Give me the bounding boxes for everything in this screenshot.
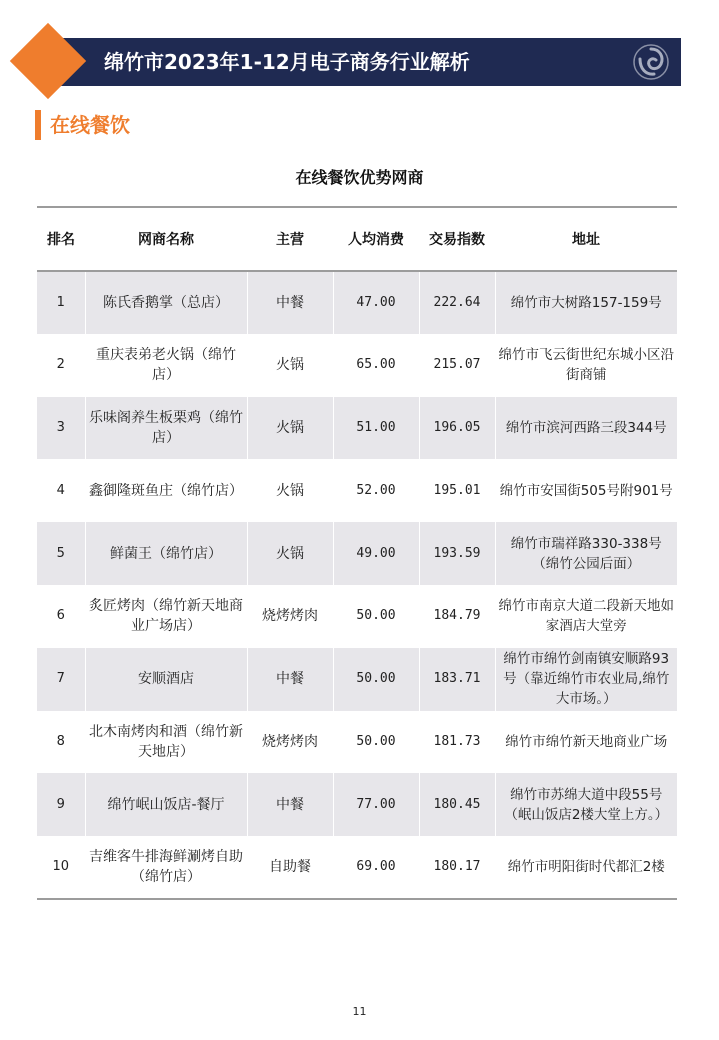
cell-rank: 9: [37, 773, 85, 836]
table-row: [37, 459, 677, 522]
column-header-merchant: 网商名称: [85, 207, 247, 271]
cell-merchant: 陈氏香鹅掌（总店）: [85, 271, 247, 334]
cell-address: 绵竹市飞云街世纪东城小区沿街商铺: [498, 347, 674, 384]
cell-avg-spend: 50.00: [333, 585, 419, 648]
cell-category: 火锅: [247, 334, 333, 397]
cell-merchant: 绵竹岷山饭店-餐厅: [85, 773, 247, 836]
cell-category: 自助餐: [247, 836, 333, 899]
cell-trade-index: 181.73: [419, 711, 495, 774]
cell-category: 火锅: [247, 522, 333, 585]
cell-address: 绵竹市绵竹新天地商业广场: [505, 733, 668, 750]
table-title: 在线餐饮优势网商: [295, 168, 424, 187]
cell-address: 绵竹市安国街505号附901号: [499, 482, 673, 499]
cell-merchant: 炙匠烤肉（绵竹新天地商业广场店）: [85, 585, 247, 648]
cell-rank: 1: [37, 271, 85, 334]
cell-avg-spend: 65.00: [333, 334, 419, 397]
table-header-row: [37, 207, 677, 271]
header-diamond-decoration: [10, 23, 86, 99]
cell-trade-index: 180.45: [419, 773, 495, 836]
cell-address: 绵竹市滨河西路三段344号: [495, 397, 677, 460]
cell-merchant: 重庆表弟老火锅（绵竹店）: [85, 334, 247, 397]
section-heading: 在线餐饮: [50, 113, 130, 137]
cell-trade-index: 183.71: [419, 648, 495, 711]
table-row: [37, 522, 677, 585]
merchant-table: [37, 206, 677, 900]
cell-address: 绵竹市瑞祥路330-338号（绵竹公园后面）: [495, 522, 677, 585]
cell-category: 火锅: [247, 397, 333, 460]
table-row: [37, 397, 677, 460]
cell-avg-spend: 52.00: [333, 459, 419, 522]
cell-rank: 8: [37, 711, 85, 774]
page-title: 绵竹市2023年1-12月电子商务行业解析: [104, 50, 470, 74]
cell-merchant: 乐味阁养生板栗鸡（绵竹店）: [85, 397, 247, 460]
column-header-category: 主营: [247, 207, 333, 271]
table-row: [37, 711, 677, 774]
swirl-logo-icon: [632, 43, 670, 81]
cell-merchant: 鲜菌王（绵竹店）: [85, 522, 247, 585]
table-row: [37, 773, 677, 836]
cell-category: 火锅: [247, 459, 333, 522]
table-row: [37, 648, 677, 711]
cell-rank: 10: [37, 836, 85, 899]
cell-avg-spend: 49.00: [333, 522, 419, 585]
cell-avg-spend: 77.00: [333, 773, 419, 836]
cell-avg-spend: 50.00: [333, 648, 419, 711]
column-header-address: 地址: [495, 207, 677, 271]
cell-merchant: 安顺酒店: [85, 648, 247, 711]
page-number: 11: [352, 1005, 367, 1018]
cell-merchant: 北木南烤肉和酒（绵竹新天地店）: [85, 711, 247, 774]
cell-merchant: 鑫御隆斑鱼庄（绵竹店）: [85, 459, 247, 522]
cell-trade-index: 193.59: [419, 522, 495, 585]
cell-avg-spend: 50.00: [333, 711, 419, 774]
column-header-trade-index: 交易指数: [419, 207, 495, 271]
cell-address: 绵竹市苏绵大道中段55号（岷山饭店2楼大堂上方。）: [495, 773, 677, 836]
cell-category: 中餐: [247, 648, 333, 711]
table-row: [37, 271, 677, 334]
cell-trade-index: 196.05: [419, 397, 495, 460]
column-header-avg-spend: 人均消费: [333, 207, 419, 271]
cell-rank: 6: [37, 585, 85, 648]
cell-trade-index: 180.17: [419, 836, 495, 899]
cell-address: 绵竹市大树路157-159号: [495, 271, 677, 334]
cell-category: 中餐: [247, 271, 333, 334]
cell-merchant: 吉维客牛排海鲜涮烤自助（绵竹店）: [85, 836, 247, 899]
section-marker: [35, 110, 41, 140]
cell-rank: 5: [37, 522, 85, 585]
cell-trade-index: 215.07: [419, 334, 495, 397]
table-row: [37, 334, 677, 397]
cell-address: 绵竹市南京大道二段新天地如家酒店大堂旁: [498, 598, 674, 635]
cell-category: 烧烤烤肉: [247, 585, 333, 648]
cell-rank: 4: [37, 459, 85, 522]
cell-address: 绵竹市明阳街时代都汇2楼: [507, 859, 665, 876]
cell-avg-spend: 69.00: [333, 836, 419, 899]
cell-rank: 7: [37, 648, 85, 711]
cell-avg-spend: 51.00: [333, 397, 419, 460]
cell-avg-spend: 47.00: [333, 271, 419, 334]
cell-category: 烧烤烤肉: [247, 711, 333, 774]
table-row: [37, 836, 677, 899]
cell-rank: 3: [37, 397, 85, 460]
cell-rank: 2: [37, 334, 85, 397]
table-row: [37, 585, 677, 648]
column-header-rank: 排名: [37, 207, 85, 271]
cell-category: 中餐: [247, 773, 333, 836]
cell-trade-index: 195.01: [419, 459, 495, 522]
cell-trade-index: 222.64: [419, 271, 495, 334]
cell-trade-index: 184.79: [419, 585, 495, 648]
cell-address: 绵竹市绵竹剑南镇安顺路93号（靠近绵竹市农业局,绵竹大市场。）: [495, 648, 677, 711]
